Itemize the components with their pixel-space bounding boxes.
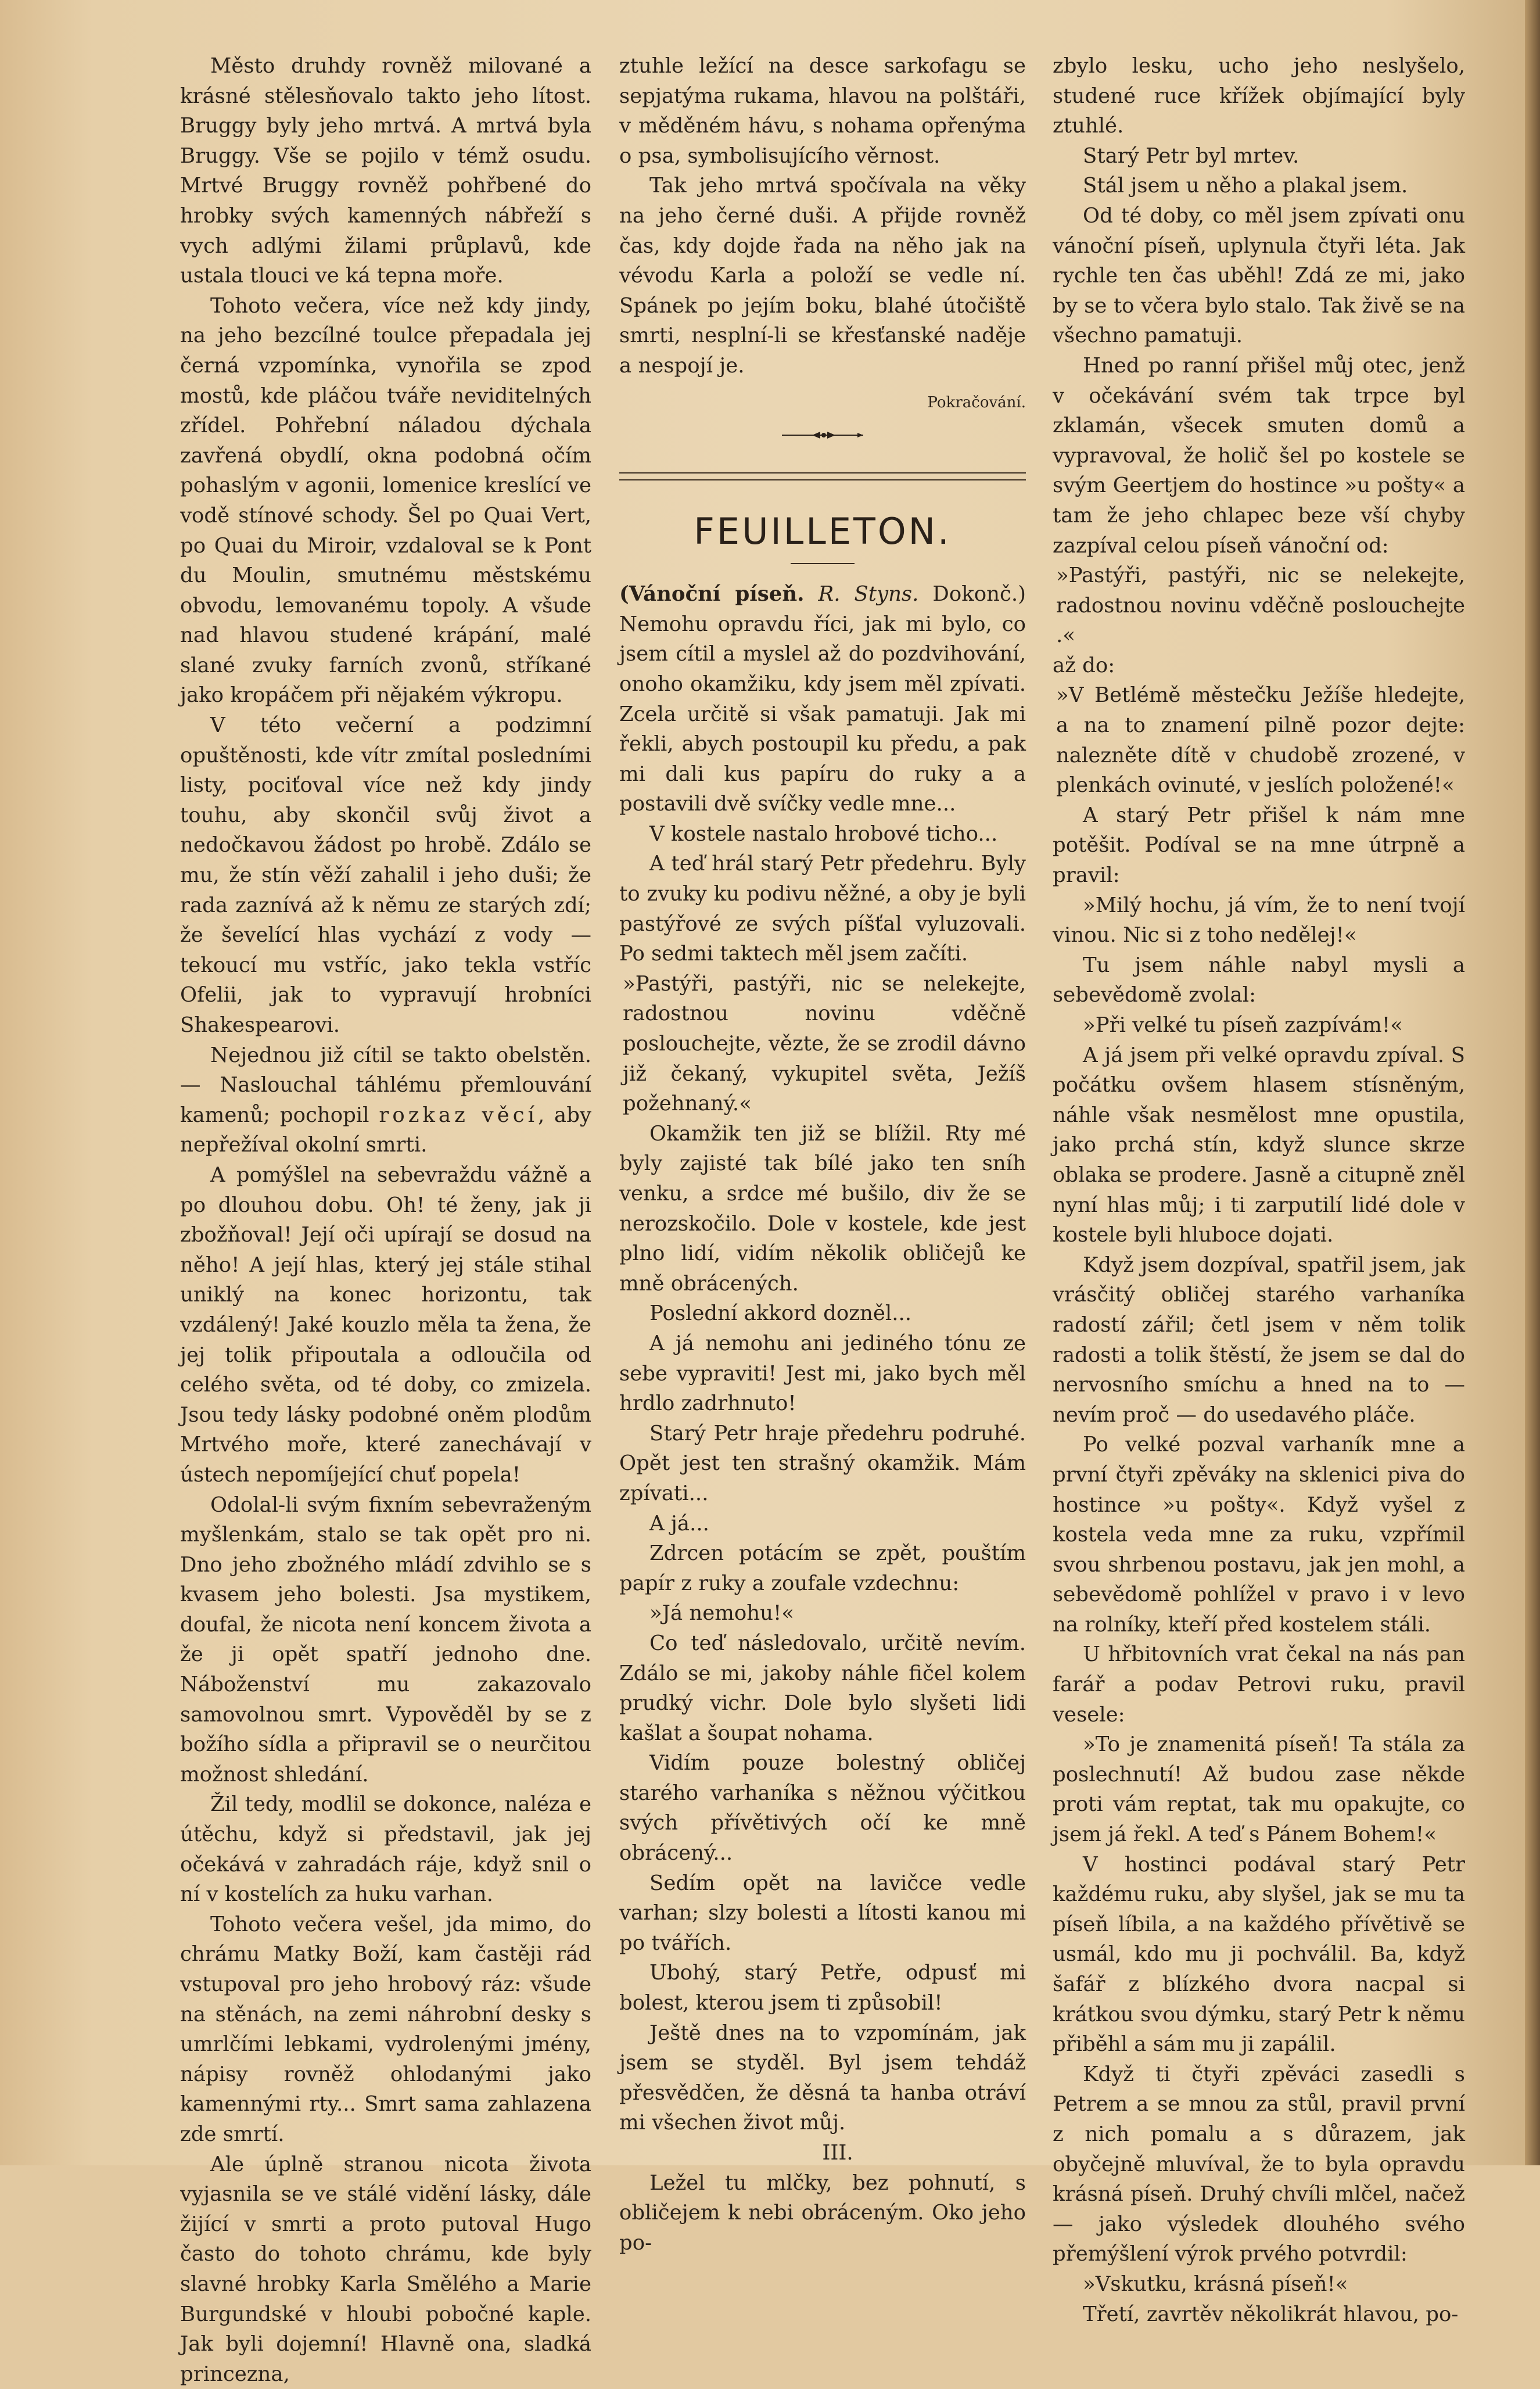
paragraph: až do: (1053, 653, 1115, 677)
paragraph-text: Nemohu opravdu říci, jak mi bylo, co jsem cítil a myslel až do pozdvihování, onoho okamžiku, kdy jsem měl zpívati. Zcela určitě si však pamatuji. Jak mi řekli, abych postoupil ku předu, a pak mi dali kus papíru do ruky a a postavili dvě svíčky vedle mne... (619, 612, 1026, 816)
continued-note: Pokračování. (927, 393, 1026, 411)
chapter-number: III. (822, 2141, 853, 2165)
paragraph-text: Nejednou již cítil se takto obelstěn. — Naslouchal táhlému přemlouvání kamenů; pochopil (180, 1043, 591, 1127)
paragraph: »To je znamenitá píseň! Ta stála za poslechnutí! Až budou zase někde proti vám reptat, tak mu opakujte, co jsem já řekl. A teď s Pánem Bohem!« (1053, 1732, 1465, 1847)
paragraph: Hned po ranní přišel můj otec, jenž v očekávání svém tak trpce byl zklamán, všecek smuten domů a vypravoval, že holič šel po kostele se svým Geertjem do hostince »u pošty« a tam že jeho chlapec beze vší chyby zazpíval celou píseň vánoční od: (1053, 353, 1465, 558)
story-status: Dokonč.) (932, 582, 1026, 607)
paragraph: V této večerní a podzimní opuštěnosti, kde vítr zmítal posledními listy, pociťoval více než kdy jindy touhu, aby skončil svůj život a nedočkavou žádost po hrobě. Zdálo se mu, že stín věží zahalil i jeho duši; že rada zaznívá až k němu ze starých zdí; že ševelící hlas vychází z vody — tekoucí mu vstříc, jako tekla vstříc Ofelii, jak to vypravují hrobníci Shakespearovi. (180, 713, 591, 1037)
paragraph: Zdrcen potácím se zpět, pouštím papír z ruky a zoufale vzdechnu: (619, 1541, 1026, 1595)
paragraph: Stál jsem u něho a plakal jsem. (1083, 174, 1408, 198)
paragraph: »Milý hochu, já vím, že to není tvojí vinou. Nic si z toho nedělej!« (1053, 893, 1465, 948)
column-2 (619, 51, 1026, 2255)
paragraph: Když jsem dozpíval, spatřil jsem, jak vrásčitý obličej starého varhaníka radostí zářil; četl jsem v něm tolik radosti a tolik štěstí, že jsem se dal do nervosního smíchu a hned na to — nevím proč — do usedavého pláče. (1053, 1253, 1465, 1427)
paragraph: Žil tedy, modlil se dokonce, naléza e útěchu, když si představil, jak jej očekává v zahradách ráje, když snil o ní v kostelích za huku varhan. (180, 1792, 591, 1907)
paragraph: Sedím opět na lavičce vedle varhan; slzy bolesti a lítosti kanou mi po tvářích. (619, 1871, 1026, 1955)
arrow-ornament-icon (776, 429, 869, 441)
paragraph (180, 1041, 591, 1160)
paragraph: Starý Petr hraje předehru podruhé. Opět jest ten strašný okamžik. Mám zpívati... (619, 1421, 1026, 1505)
paragraph-text: , aby nepřežíval okolní smrti. (180, 1103, 592, 1157)
story-heading (619, 579, 1026, 819)
paragraph: A já... (649, 1511, 709, 1536)
page-binding-edge (1525, 0, 1540, 2165)
paragraph: V kostele nastalo hrobové ticho... (649, 822, 998, 846)
story-title: (Vánoční píseň. (619, 582, 805, 607)
paragraph: Ale úplně stranou nicota života vyjasnila se ve stálé vidění lásky, dále žijící v smrti a proto putoval Hugo často do tohoto chrámu, kde byly slavné hrobky Karla Smělého a Marie Burgundské v hloubi pobočné kaple. Jak byli dojemní! Hlavně ona, sladká princezna, (180, 2152, 591, 2386)
paragraph: »Já nemohu!« (649, 1601, 795, 1626)
paragraph: ztuhle ležící na desce sarkofagu se sepjatýma rukama, hlavou na polštáři, v měděném hávu, s nohama opřenýma o psa, symbolisujícího věrnost. (619, 54, 1026, 168)
paragraph: Od té doby, co měl jsem zpívati onu vánoční píseň, uplynula čtyři léta. Jak rychle ten čas uběhl! Zdá ze mi, jako by se to včera bylo stalo. Tak živě se na všechno pamatuji. (1053, 203, 1465, 348)
paragraph: Tak jeho mrtvá spočívala na věky na jeho černé duši. A přijde rovněž čas, kdy dojde řada na něho jak na vévodu Karla a položí se vedle ní. Spánek po jejím boku, blahé útočiště smrti, nesplní-li se křesťanské naděje a nespojí je. (619, 174, 1026, 378)
paragraph: »Při velké tu píseň zazpívám!« (1083, 1013, 1403, 1037)
paragraph: Ještě dnes na to vzpomínám, jak jsem se styděl. Byl jsem tehdáž přesvědčen, že děsná ta hanba otráví mi všechen život můj. (619, 2021, 1026, 2135)
story-author: R. Styns. (818, 582, 919, 607)
title-rule (791, 563, 855, 564)
paragraph: Po velké pozval varhaník mne a první čtyři zpěváky na sklenici piva do hostince »u pošty«. Když vyšel z kostela veda mne za ruku, vzpřímil svou shrbenou postavu, jak jen mohl, a sebevědomě pohlížel v pravo i v levo na rolníky, kteří před kostelem stáli. (1053, 1433, 1465, 1637)
paragraph: A já jsem při velké opravdu zpíval. S počátku ovšem hlasem stísněným, náhle však nesmělost mne opustila, jako prchá stín, když slunce skrze oblaka se prodere. Jasně a citupně zněl nyní hlas můj; i ti zarputilí lidé dole v kostele byli hluboce dojati. (1053, 1043, 1465, 1247)
paragraph: Vidím pouze bolestný obličej starého varhaníka s něžnou výčitkou svých přívětivých očí ke mně obrácený... (619, 1751, 1026, 1866)
song-verse: »Pastýři, pastýři, nic se nelekejte, radostnou novinu vděčně poslouchejte .« (1056, 564, 1465, 648)
paragraph: »Vskutku, krásná píseň!« (1083, 2272, 1348, 2296)
spaced-emphasis: rozkaz věcí (379, 1103, 538, 1127)
paragraph: Co teď následovalo, určitě nevím. Zdálo se mi, jakoby náhle fičel kolem prudký vichr. Dole bylo slyšeti lidi kašlat a šoupat nohama. (619, 1631, 1026, 1745)
paragraph: Třetí, zavrtěv několikrát hlavou, po- (1083, 2302, 1459, 2326)
paragraph: Starý Petr byl mrtev. (1083, 144, 1300, 168)
paragraph: Odolal-li svým fixním sebevraženým myšlenkám, stalo se tak opět pro ni. Dno jeho zbožného mládí zdvihlo se s kvasem jeho bolesti. Jsa mystikem, doufal, že nicota není koncem života a že ji opět spatří jednoho dne. Náboženství mu zakazovalo samovolnou smrt. Vypověděl by se z božího sídla a připravil se o neurčitou možnost shledání. (180, 1493, 591, 1787)
paragraph: U hřbitovních vrat čekal na nás pan farář a podav Petrovi ruku, pravil vesele: (1053, 1642, 1465, 1727)
paragraph: Okamžik ten již se blížil. Rty mé byly zajisté tak bílé jako ten sníh venku, a srdce mé bušilo, div že se nerozskočilo. Dole v kostele, kde jest plno lidí, vidím několik obličejů ke mně obrácených. (619, 1121, 1026, 1296)
column-3 (1053, 51, 1465, 2326)
paragraph: zbylo lesku, ucho jeho neslyšelo, studené ruce křížek objímající byly ztuhlé. (1053, 54, 1465, 138)
column-1 (180, 51, 592, 2386)
paragraph: Ležel tu mlčky, bez pohnutí, s obličejem k nebi obráceným. Oko jeho po- (619, 2171, 1026, 2255)
ornament-divider (619, 418, 1026, 453)
paragraph: A teď hrál starý Petr předehru. Byly to zvuky ku podivu něžné, a oby je byli pastýřové ze svých píšťal vyluzovali. Po sedmi taktech měl jsem začíti. (619, 852, 1026, 966)
paragraph: Ubohý, starý Petře, odpusť mi bolest, kterou jsem ti způsobil! (619, 1961, 1026, 2015)
paragraph: Tu jsem náhle nabyl mysli a sebevědomě zvolal: (1053, 953, 1465, 1007)
paragraph: Tohoto večera, více než kdy jindy, na jeho bezcílné toulce přepadala jej černá vzpomínka, vynořila se zpod mostů, kde pláčou tváře neviditelných zřídel. Pohřební náladou dýchala zavřená obydlí, okna podobná očím pohaslým v agonii, lomenice kreslící ve vodě stínové schody. Šel po Quai Vert, po Quai du Miroir, vzdaloval se k Pont du Moulin, smutnému městskému obvodu, lemovanému topoly. A všude nad hlavou studené krápání, malé slané zvuky farních zvonů, stříkané jako kropáčem při nějakém výkropu. (180, 293, 591, 708)
paragraph: A starý Petr přišel k nám mne potěšit. Podíval se na mne útrpně a pravil: (1053, 803, 1465, 888)
paragraph: A pomýšlel na sebevraždu vážně a po dlouhou dobu. Oh! té ženy, jak ji zbožňoval! Její oči upírají se dosud na něho! A její hlas, který jej stále stihal uniklý na konec horizontu, tak vzdálený! Jaké kouzlo měla ta žena, že jej tolik připoutala a odloučila od celého světa, od té doby, co zmizela. Jsou tedy lásky podobné oněm plodům Mrtvého moře, které zanechávají v ústech nepomíjející chuť popela! (180, 1163, 591, 1487)
paragraph: Město druhdy rovněž milované a krásné stělesňovalo takto jeho lítost. Bruggy byly jeho mrtvá. A mrtvá byla Bruggy. Vše se pojilo v témž osudu. Mrtvé Bruggy rovněž pohřbené do hrobky svých kamenných nábřeží s vych adlými žilami průplavů, kde ustala tlouci ve ká tepna moře. (180, 54, 591, 288)
song-verse: »V Betlémě městečku Ježíše hledejte, a na to znamení pilně pozor dejte: nalezněte dítě v chudobě zrozené, v plenkách ovinuté, v jeslích položené!« (1056, 683, 1465, 798)
song-verse: »Pastýři, pastýři, nic se nelekejte, radostnou novinu vděčně poslouchejte, vězte, že se zrodil dávno již čekaný, vykupitel světa, Ježíš požehnaný.« (623, 971, 1026, 1116)
paragraph: Poslední akkord dozněl... (649, 1301, 912, 1326)
section-title: FEUILLETON. (694, 510, 952, 553)
paragraph: V hostinci podával starý Petr každému ruku, aby slyšel, jak se mu ta píseň líbila, a na každého přívětivě se usmál, kdo mu ji pochválil. Ba, když šafář z blízkého dvora nacpal si krátkou svou dýmku, starý Petr k němu přiběhl a sám mu ji zapálil. (1053, 1852, 1465, 2057)
section-rule (619, 472, 1026, 480)
paragraph: A já nemohu ani jediného tónu ze sebe vypraviti! Jest mi, jako bych měl hrdlo zadrhnuto! (619, 1331, 1026, 1416)
paragraph: Když ti čtyři zpěváci zasedli s Petrem a se mnou za stůl, pravil první z nich pomalu a s důrazem, jak obyčejně mluvíval, že to byla opravdu krásná píseň. Druhý chvíli mlčel, načež — jako výsledek dlouhého svého přemýšlení výrok prvého potvrdil: (1053, 2062, 1465, 2266)
paragraph: Tohoto večera vešel, jda mimo, do chrámu Matky Boží, kam častěji rád vstupoval pro jeho hrobový ráz: všude na stěnách, na zemi náhrobní desky s umrlčími lebkami, vydrolenými jmény, nápisy rovněž ohlodanými jako kamennými rty... Smrt sama zahlazena zde smrtí. (180, 1912, 591, 2146)
